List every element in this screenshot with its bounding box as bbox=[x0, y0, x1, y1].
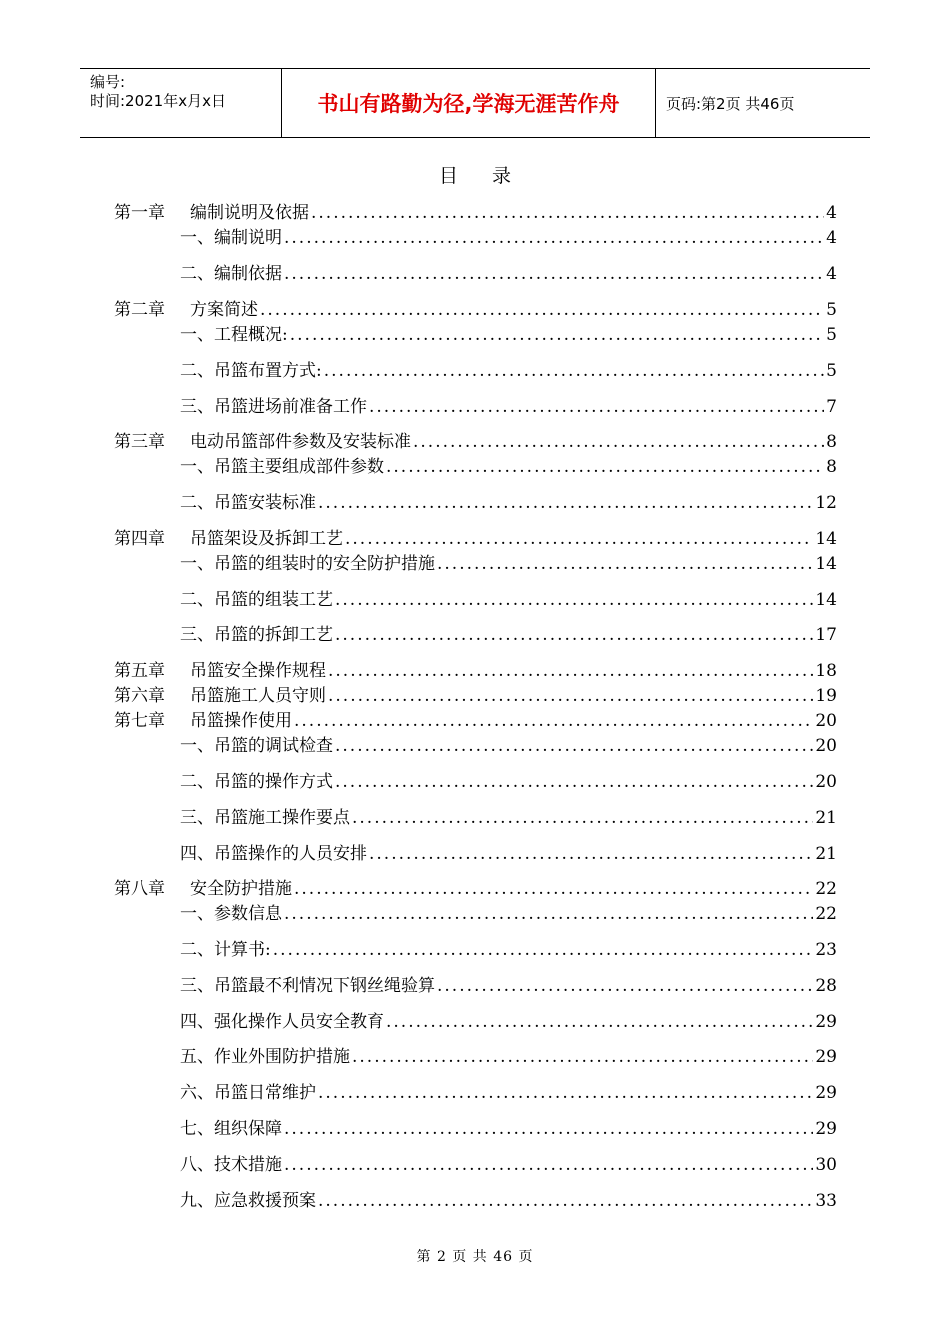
toc-leader bbox=[328, 661, 813, 681]
toc-page: 30 bbox=[815, 1155, 837, 1175]
toc-leader bbox=[335, 625, 813, 645]
toc-section[interactable] bbox=[0, 488, 837, 513]
toc-page: 29 bbox=[815, 1012, 837, 1032]
toc-leader bbox=[345, 529, 813, 549]
toc-number: 一、 bbox=[180, 325, 214, 345]
toc-number: 二、 bbox=[180, 361, 214, 381]
toc-page: 23 bbox=[815, 940, 837, 960]
toc-section[interactable] bbox=[0, 356, 837, 381]
toc-section[interactable] bbox=[0, 1078, 837, 1103]
toc-section[interactable] bbox=[0, 839, 837, 864]
toc-leader bbox=[318, 1083, 813, 1103]
toc-number: 第一章 bbox=[114, 203, 165, 223]
toc-leader bbox=[290, 325, 824, 345]
toc-label: 吊篮日常维护 bbox=[214, 1083, 316, 1103]
toc-section[interactable] bbox=[0, 1042, 837, 1067]
toc-leader bbox=[324, 361, 824, 381]
toc-page: 33 bbox=[815, 1191, 837, 1211]
toc-leader bbox=[369, 397, 824, 417]
toc-label: 编制说明及依据 bbox=[190, 203, 309, 223]
toc-page: 19 bbox=[815, 686, 837, 706]
toc-section[interactable] bbox=[0, 1186, 837, 1211]
toc-section[interactable] bbox=[0, 585, 837, 610]
document-date-label: 时间:2021年x月x日 bbox=[90, 92, 226, 110]
toc-label: 应急救援预案 bbox=[214, 1191, 316, 1211]
toc-section[interactable] bbox=[0, 392, 837, 417]
toc-label: 参数信息 bbox=[214, 904, 282, 924]
toc-page: 18 bbox=[815, 661, 837, 681]
toc-chapter[interactable] bbox=[0, 656, 837, 681]
toc-label: 吊篮主要组成部件参数 bbox=[214, 457, 384, 477]
toc-section[interactable] bbox=[0, 259, 837, 284]
toc-chapter[interactable] bbox=[0, 681, 837, 706]
toc-label: 吊篮最不利情况下钢丝绳验算 bbox=[214, 976, 435, 996]
toc-page: 8 bbox=[826, 457, 837, 477]
toc-number: 三、 bbox=[180, 976, 214, 996]
toc-page: 29 bbox=[815, 1047, 837, 1067]
toc-number: 四、 bbox=[180, 1012, 214, 1032]
toc-label: 计算书: bbox=[214, 940, 271, 960]
toc-number: 三、 bbox=[180, 397, 214, 417]
toc-label: 吊篮施工人员守则 bbox=[190, 686, 326, 706]
toc-label: 方案简述 bbox=[190, 300, 258, 320]
toc-leader bbox=[311, 203, 824, 223]
toc-page: 20 bbox=[815, 711, 837, 731]
toc-leader bbox=[437, 554, 813, 574]
toc-label: 吊篮架设及拆卸工艺 bbox=[190, 529, 343, 549]
toc-section[interactable] bbox=[0, 320, 837, 345]
toc-label: 组织保障 bbox=[214, 1119, 282, 1139]
toc-section[interactable] bbox=[0, 1007, 837, 1032]
toc-number: 三、 bbox=[180, 625, 214, 645]
toc-leader bbox=[284, 264, 824, 284]
toc-label: 吊篮安全操作规程 bbox=[190, 661, 326, 681]
toc-number: 第三章 bbox=[114, 432, 165, 452]
toc-leader bbox=[335, 736, 813, 756]
toc-section[interactable] bbox=[0, 767, 837, 792]
toc-number: 二、 bbox=[180, 940, 214, 960]
toc-leader bbox=[352, 1047, 813, 1067]
toc-page: 20 bbox=[815, 736, 837, 756]
toc-leader bbox=[318, 1191, 813, 1211]
toc-title: 目录 bbox=[438, 165, 545, 187]
toc-label: 安全防护措施 bbox=[190, 879, 292, 899]
toc-label: 吊篮的组装时的安全防护措施 bbox=[214, 554, 435, 574]
toc-leader bbox=[413, 432, 824, 452]
toc-page: 14 bbox=[815, 554, 837, 574]
header-motto: 书山有路勤为径,学海无涯苦作舟 bbox=[282, 69, 656, 137]
toc-leader bbox=[284, 904, 813, 924]
toc-label: 技术措施 bbox=[214, 1155, 282, 1175]
toc-page: 29 bbox=[815, 1083, 837, 1103]
toc-page: 5 bbox=[826, 361, 837, 381]
page-header bbox=[80, 68, 870, 138]
toc-label: 电动吊篮部件参数及安装标准 bbox=[190, 432, 411, 452]
toc-number: 二、 bbox=[180, 493, 214, 513]
toc-page: 5 bbox=[826, 325, 837, 345]
toc-page: 8 bbox=[826, 432, 837, 452]
toc-page: 21 bbox=[815, 808, 837, 828]
toc-label: 吊篮布置方式: bbox=[214, 361, 322, 381]
header-meta bbox=[80, 69, 282, 137]
toc-section[interactable] bbox=[0, 452, 837, 477]
toc-section[interactable] bbox=[0, 1150, 837, 1175]
toc-number: 第六章 bbox=[114, 686, 165, 706]
toc-label: 编制依据 bbox=[214, 264, 282, 284]
toc-number: 第二章 bbox=[114, 300, 165, 320]
toc-number: 一、 bbox=[180, 457, 214, 477]
toc-label: 作业外围防护措施 bbox=[214, 1047, 350, 1067]
toc-number: 三、 bbox=[180, 808, 214, 828]
toc-leader bbox=[335, 772, 813, 792]
toc-label: 吊篮的调试检查 bbox=[214, 736, 333, 756]
toc-page: 4 bbox=[826, 228, 837, 248]
toc-number: 一、 bbox=[180, 554, 214, 574]
toc-number: 七、 bbox=[180, 1119, 214, 1139]
toc-section[interactable] bbox=[0, 899, 837, 924]
toc-number: 一、 bbox=[180, 904, 214, 924]
toc-leader bbox=[284, 228, 824, 248]
toc-number: 九、 bbox=[180, 1191, 214, 1211]
toc-page: 14 bbox=[815, 529, 837, 549]
toc-label: 强化操作人员安全教育 bbox=[214, 1012, 384, 1032]
toc-leader bbox=[386, 1012, 813, 1032]
toc-leader bbox=[294, 711, 813, 731]
toc-leader bbox=[352, 808, 813, 828]
toc-page: 20 bbox=[815, 772, 837, 792]
toc-number: 四、 bbox=[180, 844, 214, 864]
toc-section[interactable] bbox=[0, 620, 837, 645]
toc-chapter[interactable] bbox=[0, 295, 837, 320]
toc-section[interactable] bbox=[0, 549, 837, 574]
toc-chapter[interactable] bbox=[0, 427, 837, 452]
toc-leader bbox=[369, 844, 813, 864]
toc-section[interactable] bbox=[0, 935, 837, 960]
toc-page: 5 bbox=[826, 300, 837, 320]
toc-number: 二、 bbox=[180, 772, 214, 792]
toc-page: 4 bbox=[826, 264, 837, 284]
toc-label: 吊篮安装标准 bbox=[214, 493, 316, 513]
toc-leader bbox=[318, 493, 813, 513]
toc-leader bbox=[328, 686, 813, 706]
toc-leader bbox=[284, 1155, 813, 1175]
toc-chapter[interactable] bbox=[0, 706, 837, 731]
toc-page: 22 bbox=[815, 904, 837, 924]
toc-leader bbox=[335, 590, 813, 610]
header-page-info: 页码:第2页 共46页 bbox=[666, 94, 795, 113]
toc-page: 29 bbox=[815, 1119, 837, 1139]
toc-label: 编制说明 bbox=[214, 228, 282, 248]
toc-label: 吊篮施工操作要点 bbox=[214, 808, 350, 828]
toc-label: 工程概况: bbox=[214, 325, 288, 345]
toc-leader bbox=[273, 940, 814, 960]
toc-label: 吊篮的组装工艺 bbox=[214, 590, 333, 610]
toc-number: 第八章 bbox=[114, 879, 165, 899]
toc-section[interactable] bbox=[0, 803, 837, 828]
toc-page: 21 bbox=[815, 844, 837, 864]
toc-number: 八、 bbox=[180, 1155, 214, 1175]
toc-page: 28 bbox=[815, 976, 837, 996]
toc-page: 22 bbox=[815, 879, 837, 899]
toc-number: 一、 bbox=[180, 736, 214, 756]
toc-section[interactable] bbox=[0, 223, 837, 248]
page-footer: 第 2 页 共 46 页 bbox=[416, 1249, 534, 1265]
toc-chapter[interactable] bbox=[0, 198, 837, 223]
toc-number: 二、 bbox=[180, 590, 214, 610]
toc-label: 吊篮操作的人员安排 bbox=[214, 844, 367, 864]
toc-number: 第七章 bbox=[114, 711, 165, 731]
toc-section[interactable] bbox=[0, 971, 837, 996]
toc-page: 7 bbox=[826, 397, 837, 417]
toc-number: 第四章 bbox=[114, 529, 165, 549]
toc-number: 六、 bbox=[180, 1083, 214, 1103]
toc-label: 吊篮的操作方式 bbox=[214, 772, 333, 792]
toc-number: 一、 bbox=[180, 228, 214, 248]
toc-chapter[interactable] bbox=[0, 874, 837, 899]
toc-section[interactable] bbox=[0, 731, 837, 756]
toc-page: 14 bbox=[815, 590, 837, 610]
document-number-label: 编号: bbox=[90, 73, 126, 91]
toc-page: 4 bbox=[826, 203, 837, 223]
toc-label: 吊篮的拆卸工艺 bbox=[214, 625, 333, 645]
toc-leader bbox=[294, 879, 813, 899]
toc-chapter[interactable] bbox=[0, 524, 837, 549]
toc-number: 五、 bbox=[180, 1047, 214, 1067]
toc-number: 第五章 bbox=[114, 661, 165, 681]
toc-leader bbox=[386, 457, 824, 477]
toc-page: 12 bbox=[815, 493, 837, 513]
toc-leader bbox=[437, 976, 813, 996]
toc-label: 吊篮进场前准备工作 bbox=[214, 397, 367, 417]
toc-section[interactable] bbox=[0, 1114, 837, 1139]
toc-number: 二、 bbox=[180, 264, 214, 284]
toc-leader bbox=[284, 1119, 813, 1139]
toc-label: 吊篮操作使用 bbox=[190, 711, 292, 731]
toc-page: 17 bbox=[815, 625, 837, 645]
toc-leader bbox=[260, 300, 824, 320]
